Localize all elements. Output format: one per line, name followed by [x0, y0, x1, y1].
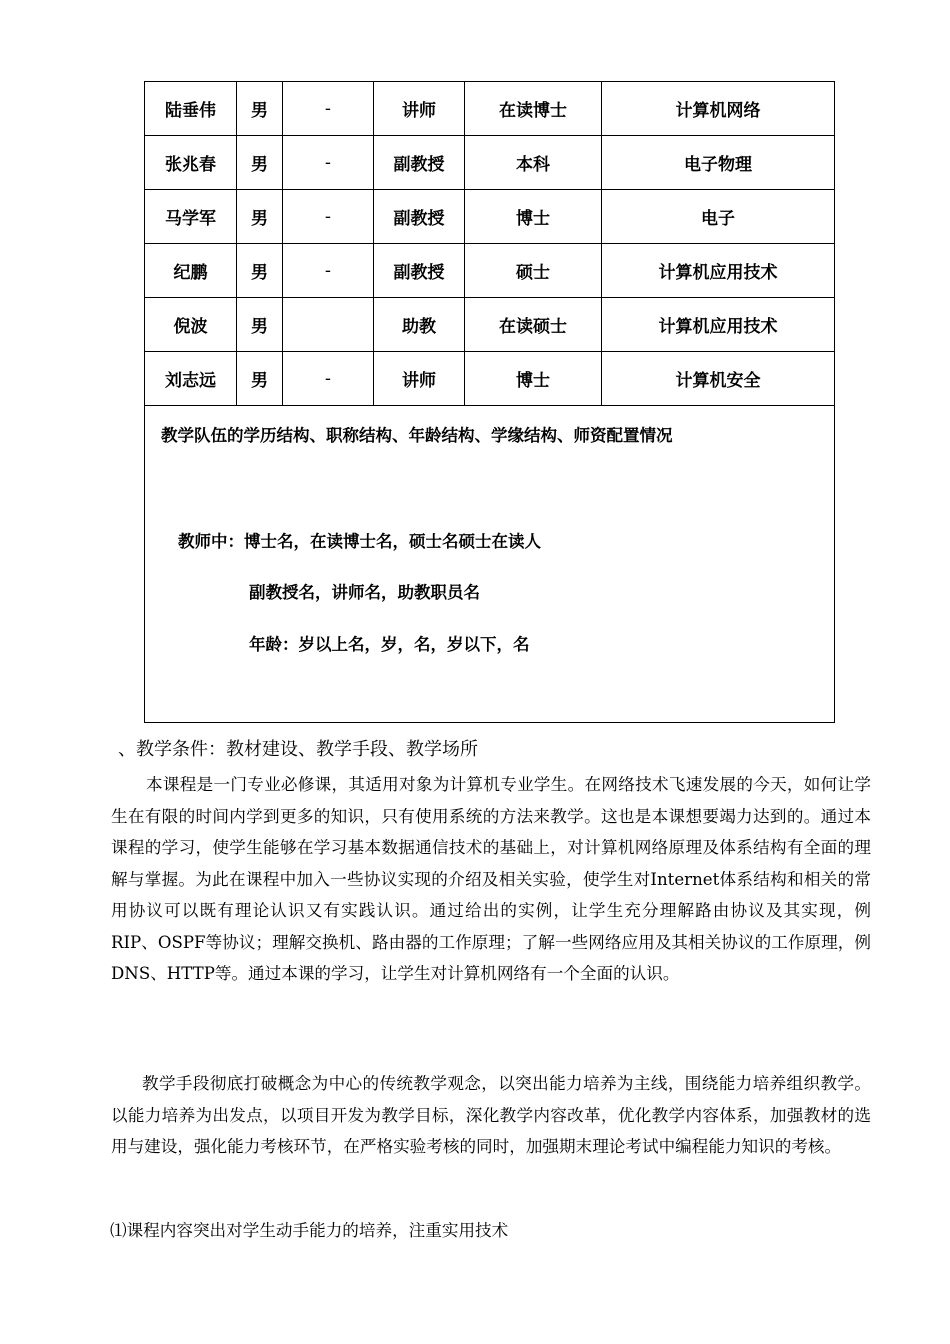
- staff-summary-cell: [145, 406, 835, 723]
- cell-title: 副教授: [374, 136, 465, 190]
- cell-gender: 男: [237, 244, 283, 298]
- cell-title: 副教授: [374, 244, 465, 298]
- cell-degree: 博士: [465, 190, 602, 244]
- paragraph-teaching-methods: [111, 1068, 871, 1163]
- summary-line-ages: 年龄：岁以上名，岁，名，岁以下，名: [249, 635, 530, 654]
- paragraph-text: 本课程是一门专业必修课，其适用对象为计算机专业学生。在网络技术飞速发展的今天，如何让学生在有限的时间内学到更多的知识，只有使用系统的方法来教学。这也是本课想要竭力达到的。通过本课程的学习，使学生能够在学习基本数据通信技术的基础上，对计算机网络原理及体系结构有全面的理解与掌握。为此在课程中加入一些协议实现的介绍及相关实验，使学生对Internet体系结构和相关的常用协议可以既有理论认识又有实践认识。通过给出的实例，让学生充分理解路由协议及其实现，例RIP、OSPF等协议；理解交换机、路由器的工作原理；了解一些网络应用及其相关协议的工作原理，例DNS、HTTP等。通过本课的学习，让学生对计算机网络有一个全面的认识。: [111, 775, 871, 983]
- summary-line-titles: 副教授名，讲师名，助教职员名: [249, 583, 480, 602]
- cell-degree: 在读博士: [465, 82, 602, 136]
- table-row: [145, 244, 835, 298]
- cell-field: 电子: [602, 190, 835, 244]
- summary-heading: 教学队伍的学历结构、职称结构、年龄结构、学缘结构、师资配置情况: [161, 426, 673, 445]
- cell-title: 助教: [374, 298, 465, 352]
- cell-gender: 男: [237, 190, 283, 244]
- cell-age: -: [283, 136, 374, 190]
- staff-summary-row: [145, 406, 835, 723]
- cell-age: [283, 298, 374, 352]
- cell-gender: 男: [237, 136, 283, 190]
- cell-name: 张兆春: [145, 136, 237, 190]
- cell-degree: 硕士: [465, 244, 602, 298]
- table-row: [145, 82, 835, 136]
- cell-degree: 本科: [465, 136, 602, 190]
- cell-field: 电子物理: [602, 136, 835, 190]
- cell-name: 马学军: [145, 190, 237, 244]
- cell-name: 倪波: [145, 298, 237, 352]
- paragraph-text: 教学手段彻底打破概念为中心的传统教学观念，以突出能力培养为主线，围绕能力培养组织教学。以能力培养为出发点，以项目开发为教学目标，深化教学内容改革，优化教学内容体系，加强教材的选用与建设，强化能力考核环节，在严格实验考核的同时，加强期末理论考试中编程能力知识的考核。: [111, 1074, 871, 1156]
- cell-title: 副教授: [374, 190, 465, 244]
- cell-name: 刘志远: [145, 352, 237, 406]
- cell-gender: 男: [237, 82, 283, 136]
- list-item: ⑴课程内容突出对学生动手能力的培养，注重实用技术: [110, 1221, 509, 1240]
- cell-age: -: [283, 82, 374, 136]
- cell-field: 计算机应用技术: [602, 244, 835, 298]
- table-row: [145, 298, 835, 352]
- cell-degree: 博士: [465, 352, 602, 406]
- cell-title: 讲师: [374, 82, 465, 136]
- cell-age: -: [283, 244, 374, 298]
- cell-field: 计算机安全: [602, 352, 835, 406]
- cell-field: 计算机应用技术: [602, 298, 835, 352]
- section-title: 、教学条件：教材建设、教学手段、教学场所: [118, 739, 478, 760]
- paragraph-course-intro: [111, 769, 871, 990]
- table-row: [145, 136, 835, 190]
- table-row: [145, 190, 835, 244]
- cell-name: 陆垂伟: [145, 82, 237, 136]
- cell-name: 纪鹏: [145, 244, 237, 298]
- cell-degree: 在读硕士: [465, 298, 602, 352]
- cell-field: 计算机网络: [602, 82, 835, 136]
- cell-age: -: [283, 190, 374, 244]
- cell-gender: 男: [237, 298, 283, 352]
- cell-gender: 男: [237, 352, 283, 406]
- cell-age: -: [283, 352, 374, 406]
- staff-table: [144, 81, 835, 723]
- cell-title: 讲师: [374, 352, 465, 406]
- table-row: [145, 352, 835, 406]
- summary-line-degrees: 教师中：博士名，在读博士名，硕士名硕士在读人: [178, 532, 541, 551]
